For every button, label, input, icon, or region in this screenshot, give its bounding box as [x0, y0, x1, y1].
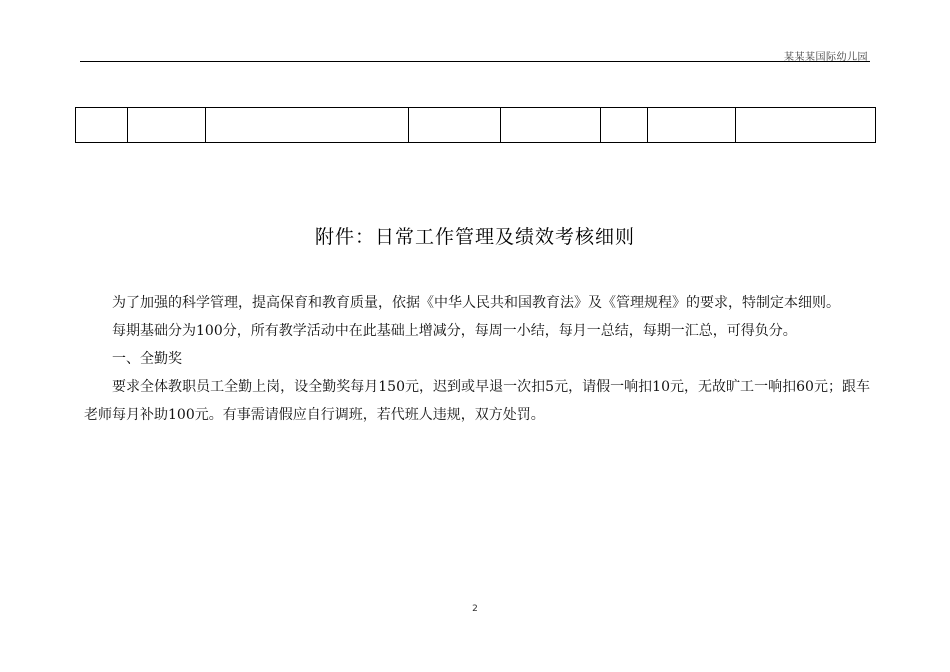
empty-table	[75, 107, 876, 143]
table-row	[76, 108, 876, 143]
paragraph-intro: 为了加强的科学管理，提高保育和教育质量，依据《中华人民共和国教育法》及《管理规程》的要求，特制定本细则。	[112, 295, 840, 311]
table-cell	[76, 108, 128, 143]
table-cell	[206, 108, 409, 143]
page-number: 2	[472, 604, 478, 614]
table-cell	[601, 108, 648, 143]
table-cell	[409, 108, 501, 143]
table-cell	[128, 108, 206, 143]
paragraph-base-score: 每期基础分为100分，所有教学活动中在此基础上增减分，每周一小结，每月一总结，每期一汇总，可得负分。	[112, 323, 797, 339]
paragraph-attendance: 要求全体教职员工全勤上岗，设全勤奖每月150元，迟到或早退一次扣5元，请假一响扣10元，无故旷工一响扣60元；跟车老师每月补助100元。有事需请假应自行调班，若代班人违规，双方处罚。	[84, 379, 870, 423]
header-rule	[80, 61, 870, 62]
table-cell	[501, 108, 601, 143]
table-cell	[648, 108, 736, 143]
document-body	[84, 289, 870, 429]
document-title: 附件：日常工作管理及绩效考核细则	[314, 226, 635, 248]
header-org-name: 某某某国际幼儿园	[784, 52, 868, 63]
section-heading-attendance: 一、全勤奖	[112, 351, 182, 367]
table-cell	[736, 108, 876, 143]
